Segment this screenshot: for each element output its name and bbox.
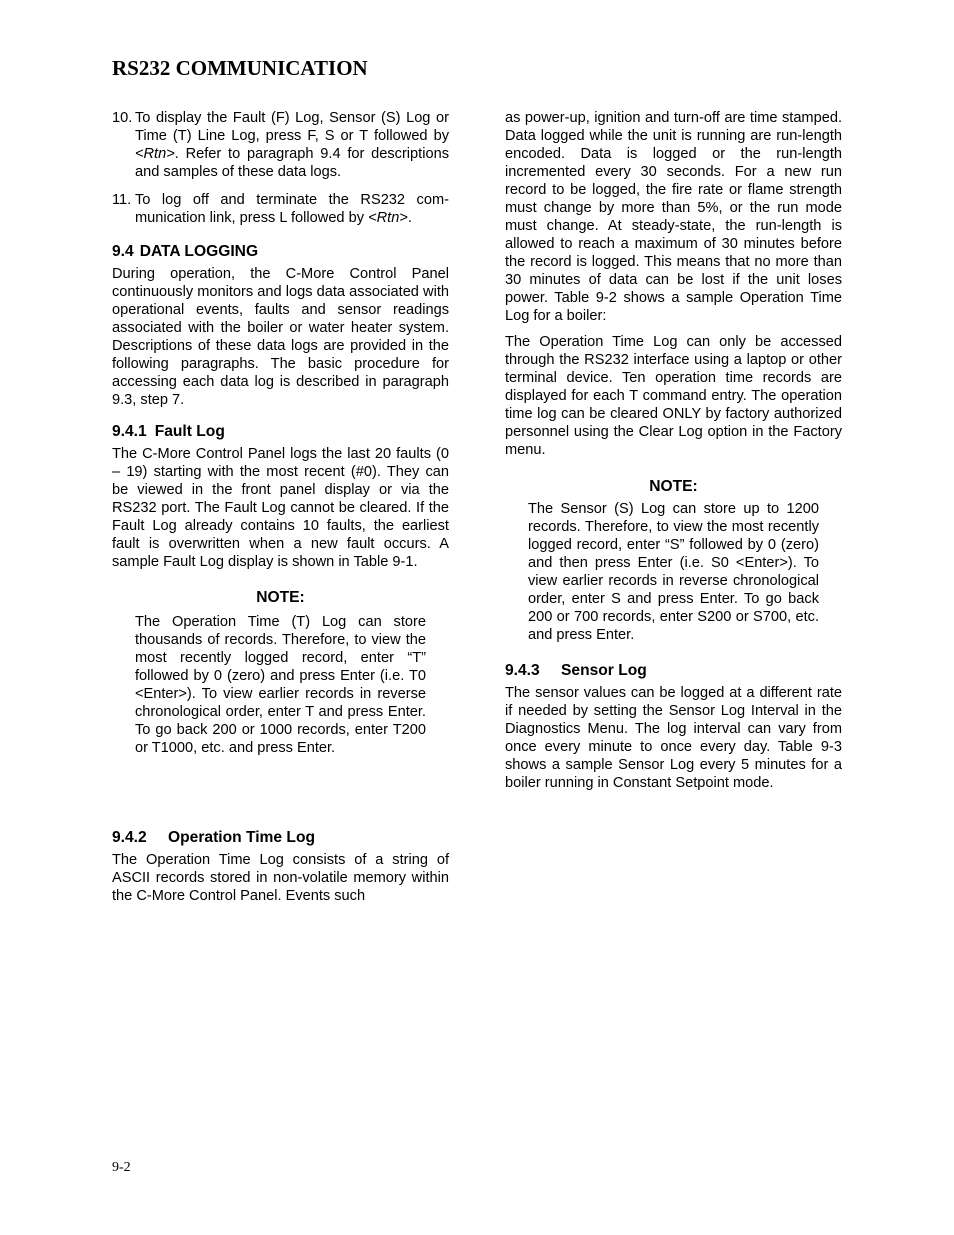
note-body: The Sensor (S) Log can store up to 1200 records. Therefore, to view the most recently logged record, enter “S” followed by 0 (zero) and then press Enter (i.e. S0 <Enter>). To view earlier records in reverse chronological order, enter S and press Enter. To go back 200 or 700 records, enter S200 or S700, etc. and press Enter. (528, 501, 819, 643)
section-title: Operation Time Log (168, 829, 315, 846)
list-item-11 (112, 191, 449, 227)
section-heading-9-4 (112, 243, 449, 261)
paragraph-fault-log: The C-More Control Panel logs the last 20 faults (0 – 19) starting with the most recent (#0). They can be viewed in the front panel display or via the RS232 port. The Fault Log cannot be cleared. If the Fault Log already contains 10 faults, the earliest fault is overwritten when a new fault occurs. A sample Fault Log display is shown in Table 9-1. (112, 446, 449, 570)
note-box-sensor-log (505, 478, 842, 644)
list-item-text: To display the Fault (F) Log, Sensor (S) Log or Time (T) Line Log, press F, S or T followed by (135, 110, 449, 144)
paragraph-operation-time-log-continued: as power-up, ignition and turn-off are time stamped. Data logged while the unit is running are run-length encoded. Data is logged or the run-length incremented every 30 seconds. For a new run record to be logged, the fire rate or flame strength must change by more than 5%, or the run mode must change. At steady-state, the run-length is allowed to reach a maximum of 30 minutes before the record is logged. This means that no more than 30 minutes of data can be lost if the unit loses power. Table 9-2 shows a sample Operation Time Log for a boiler: (505, 110, 842, 324)
list-item-text-end: . (407, 210, 412, 226)
page-header-title: RS232 COMMUNICATION (112, 56, 368, 80)
left-column (112, 109, 449, 905)
paragraph-operation-time-log: The Operation Time Log consists of a string of ASCII records stored in non-volatile memory within the C-More Control Panel. Events such (112, 852, 449, 904)
section-title: Fault Log (154, 423, 225, 440)
list-item-number: 11. (112, 192, 132, 208)
paragraph-sensor-log: The sensor values can be logged at a different rate if needed by setting the Sensor Log Interval in the Diagnostics Menu. The log interval can vary from once every minute to once every day. Table 9-3 shows a sample Sensor Log every 5 minutes for a boiler running in Constant Setpoint mode. (505, 685, 842, 791)
paragraph-operation-time-log-access: The Operation Time Log can only be accessed through the RS232 interface using a laptop or other terminal device. Ten operation time records are displayed for each T command entry. The operation time log can be cleared ONLY by factory authorized personnel using the Clear Log option in the Factory menu. (505, 334, 842, 458)
rtn-key-text: <Rtn> (368, 210, 408, 226)
section-title: DATA LOGGING (139, 243, 259, 260)
list-item-text: To log off and terminate the RS232 com-munication link, press L followed by (135, 192, 449, 226)
section-heading-9-4-3 (505, 662, 842, 680)
section-number: 9.4.2 (112, 829, 147, 846)
note-box-operation-time (112, 589, 449, 757)
section-heading-9-4-2 (112, 829, 449, 847)
section-number: 9.4.1 (112, 423, 147, 440)
section-number: 9.4 (112, 243, 134, 260)
page-number: 9-2 (112, 1160, 131, 1175)
list-item-number: 10. (112, 110, 133, 126)
section-heading-9-4-1 (112, 423, 449, 441)
list-item-10 (112, 109, 449, 181)
note-heading: NOTE: (649, 478, 698, 495)
right-column (505, 109, 842, 792)
paragraph-data-logging: During operation, the C-More Control Panel continuously monitors and logs data associated with operational events, faults and sensor readings associated with the boiler or water heater system. Descriptions of these data logs are provided in the following paragraphs. The basic procedure for accessing each data log is described in paragraph 9.3, step 7. (112, 266, 449, 408)
section-title: Sensor Log (561, 662, 647, 679)
rtn-key-text: <Rtn> (135, 146, 175, 162)
note-heading: NOTE: (256, 589, 305, 606)
note-body: The Operation Time (T) Log can store thousands of records. Therefore, to view the most recently logged record, enter “T” followed by 0 (zero) and press Enter (i.e. T0 <Enter>). To view earlier records in reverse chronological order, enter T and press Enter. To go back 200 or 1000 records, enter T200 or T1000, etc. and press Enter. (135, 614, 426, 756)
list-item-text-end: . Refer to paragraph 9.4 for descriptions and samples of these data logs. (135, 146, 449, 180)
section-number: 9.4.3 (505, 662, 540, 679)
